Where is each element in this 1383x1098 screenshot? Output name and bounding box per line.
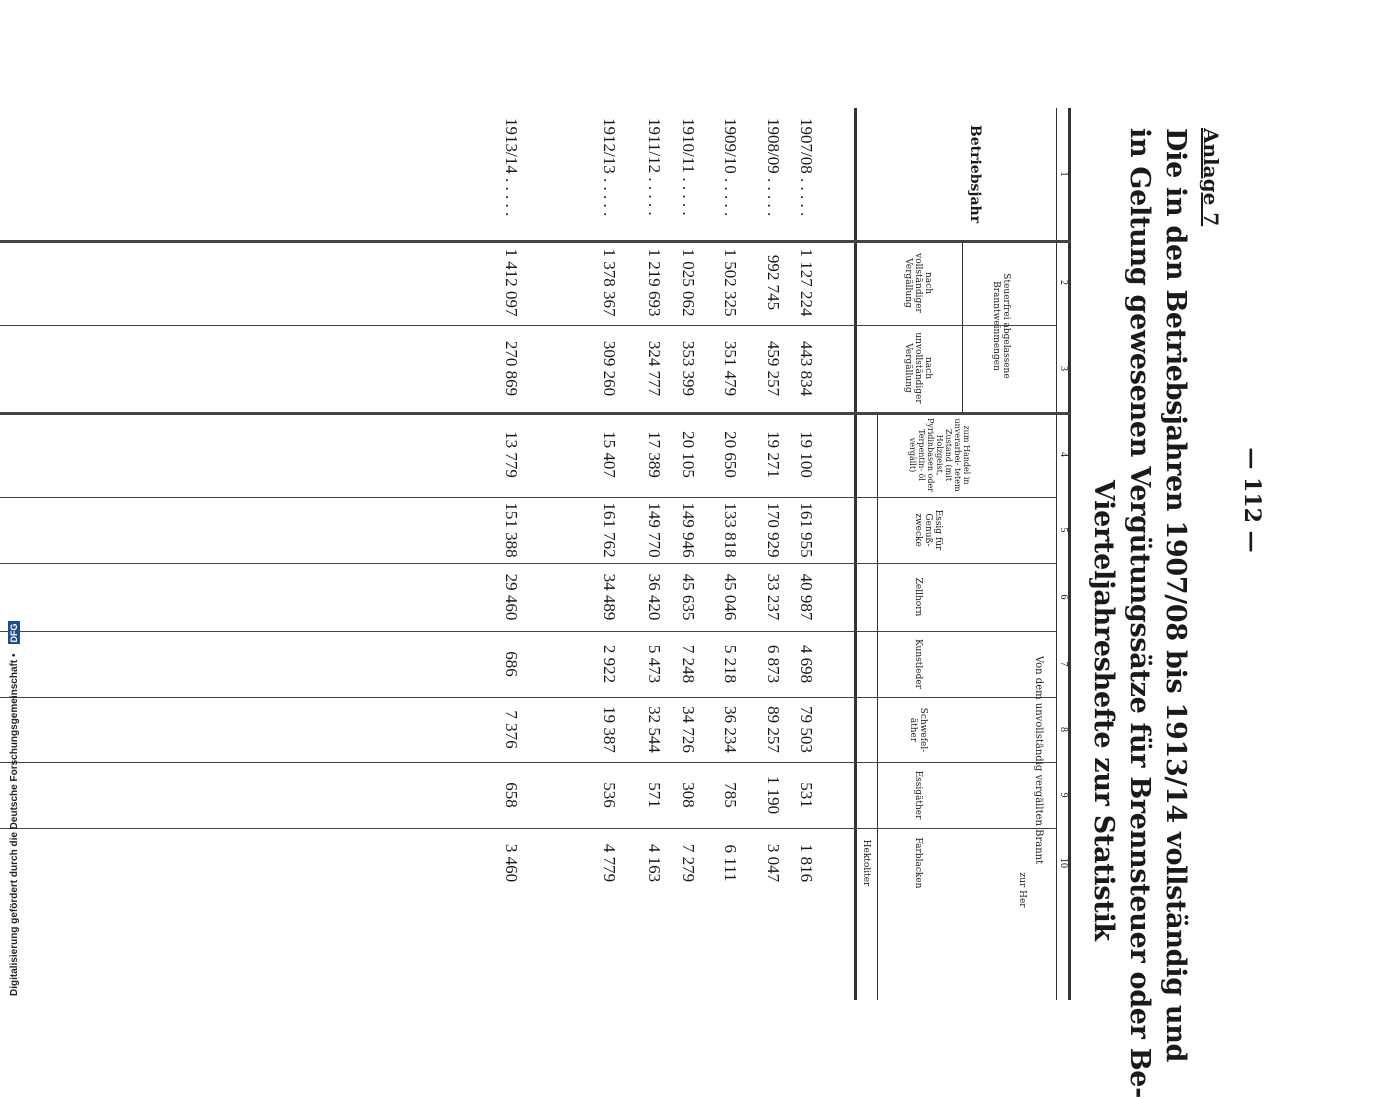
cell-c5: 161 762 bbox=[600, 502, 619, 558]
cell-c8: 32 544 bbox=[645, 706, 664, 753]
cell-c6: 33 237 bbox=[764, 573, 783, 621]
cell-c4: 15 407 bbox=[600, 431, 619, 478]
rule-after-col8 bbox=[0, 762, 1057, 763]
col-number-1: 1 bbox=[1058, 171, 1069, 177]
page-number: — 112 — bbox=[1239, 447, 1265, 553]
row-year: 1909/10 . . . . . bbox=[721, 118, 740, 217]
cell-c10: 4 779 bbox=[600, 843, 619, 883]
cell-c2: 1 025 062 bbox=[679, 248, 698, 317]
header-col10: Farblacken bbox=[913, 837, 923, 889]
cell-c5: 161 955 bbox=[797, 502, 816, 558]
cell-c7: 2 922 bbox=[600, 644, 619, 684]
header-col2: nach vollständiger Vergällung bbox=[903, 253, 933, 313]
cell-c3: 353 399 bbox=[679, 340, 698, 397]
cell-c6: 29 460 bbox=[502, 573, 521, 621]
header-col3: nach unvollständiger Vergällung bbox=[903, 332, 933, 404]
row-year: 1912/13 . . . . . bbox=[600, 118, 619, 217]
header-col6: Zellhorn bbox=[913, 577, 923, 617]
cell-c6: 45 046 bbox=[721, 573, 740, 621]
rule-after-col9 bbox=[0, 828, 1057, 829]
col-number-7: 7 bbox=[1058, 661, 1069, 667]
cell-c7: 686 bbox=[502, 651, 521, 677]
header-zur-her: zur Her bbox=[1017, 872, 1027, 908]
digitization-note-text: Digitalisierung gefördert durch die Deutsche Forschungsgemeinschaft • bbox=[9, 653, 20, 996]
cell-c6: 36 420 bbox=[645, 573, 664, 621]
header-col9: Essigäther bbox=[913, 770, 923, 820]
hektoliter-rule bbox=[877, 412, 878, 1000]
cell-c2: 992 745 bbox=[764, 254, 783, 311]
cell-c2: 1 219 693 bbox=[645, 248, 664, 317]
cell-c7: 6 873 bbox=[764, 644, 783, 684]
cell-c7: 5 218 bbox=[721, 644, 740, 684]
rule-after-col7 bbox=[0, 697, 1057, 698]
col-number-4: 4 bbox=[1058, 452, 1069, 457]
cell-c4: 19 100 bbox=[797, 431, 816, 478]
cell-c5: 170 929 bbox=[764, 502, 783, 558]
cell-c9: 1 190 bbox=[764, 775, 783, 815]
header-betriebsjahr: Betriebsjahr bbox=[967, 124, 983, 224]
cell-c9: 571 bbox=[645, 782, 664, 808]
cell-c10: 3 460 bbox=[502, 843, 521, 883]
col-number-9: 9 bbox=[1058, 792, 1069, 798]
cell-c6: 40 987 bbox=[797, 573, 816, 621]
header-unvollstaendig-group: Von dem unvollständig vergällten Brannt bbox=[1033, 655, 1044, 865]
rule-after-col1 bbox=[0, 240, 1071, 243]
row-year: 1910/11 . . . . . bbox=[679, 118, 698, 216]
cell-c10: 6 111 bbox=[721, 844, 740, 882]
title-line-1: Die in den Betriebsjahren 1907/08 bis 1913/14 vollständig und bbox=[1160, 128, 1191, 1063]
row-year: 1913/14 . . . . . bbox=[502, 118, 521, 217]
rule-after-col2 bbox=[0, 325, 1057, 326]
cell-c3: 459 257 bbox=[764, 340, 783, 397]
cell-c10: 1 816 bbox=[797, 843, 816, 883]
row-year: 1908/09 . . . . . bbox=[764, 118, 783, 217]
cell-c2: 1 378 367 bbox=[600, 248, 619, 317]
header-col7: Kunstleder bbox=[913, 639, 923, 689]
steuerfrei-group-rule bbox=[962, 240, 963, 412]
cell-c9: 531 bbox=[797, 782, 816, 808]
cell-c8: 36 234 bbox=[721, 706, 740, 753]
title-line-3: Vierteljahreshefte zur Statistik bbox=[1088, 480, 1119, 941]
digitization-note bbox=[2, 0, 20, 996]
cell-c3: 270 869 bbox=[502, 340, 521, 397]
dfg-logo: DFG bbox=[9, 623, 19, 643]
cell-c2: 1 412 097 bbox=[502, 248, 521, 317]
rule-after-col4 bbox=[0, 497, 1057, 498]
cell-c7: 5 473 bbox=[645, 644, 664, 684]
cell-c2: 1 502 325 bbox=[721, 248, 740, 317]
col-number-2: 2 bbox=[1058, 280, 1069, 285]
cell-c3: 324 777 bbox=[645, 340, 664, 397]
cell-c10: 7 279 bbox=[679, 843, 698, 883]
cell-c6: 34 489 bbox=[600, 573, 619, 621]
cell-c9: 536 bbox=[600, 782, 619, 808]
cell-c8: 34 726 bbox=[679, 706, 698, 753]
cell-c3: 443 834 bbox=[797, 340, 816, 397]
col-number-8: 8 bbox=[1058, 727, 1069, 732]
col-number-5: 5 bbox=[1058, 527, 1069, 533]
row-year: 1907/08 . . . . . bbox=[797, 118, 816, 217]
cell-c3: 309 260 bbox=[600, 340, 619, 397]
anlage-label: Anlage 7 bbox=[1199, 128, 1223, 227]
cell-c4: 20 105 bbox=[679, 431, 698, 478]
col-number-3: 3 bbox=[1058, 366, 1069, 371]
col-number-10: 10 bbox=[1058, 858, 1069, 868]
cell-c4: 19 271 bbox=[764, 431, 783, 478]
cell-c5: 151 388 bbox=[502, 502, 521, 558]
cell-c2: 1 127 224 bbox=[797, 248, 816, 317]
cell-c4: 20 650 bbox=[721, 431, 740, 478]
header-col4: zum Handel in unverarbei- tetem Zustand (mit Holzgeist, Pyridinbasen oder Terpentin- öl vergällt) bbox=[908, 417, 971, 493]
rule-after-col6 bbox=[0, 631, 1057, 632]
cell-c7: 4 698 bbox=[797, 644, 816, 684]
row-year: 1911/12 . . . . . bbox=[645, 118, 664, 216]
title-line-2: in Geltung gewesenen Vergütungssätze für Brennsteuer oder Be- bbox=[1124, 128, 1155, 1098]
cell-c3: 351 479 bbox=[721, 340, 740, 397]
header-hektoliter: Hektoliter bbox=[861, 839, 871, 887]
cell-c6: 45 635 bbox=[679, 573, 698, 621]
cell-c10: 4 163 bbox=[645, 843, 664, 883]
cell-c4: 17 389 bbox=[645, 431, 664, 478]
cell-c8: 79 503 bbox=[797, 706, 816, 753]
cell-c9: 308 bbox=[679, 782, 698, 808]
cell-c5: 133 818 bbox=[721, 502, 740, 558]
cell-c8: 89 257 bbox=[764, 706, 783, 753]
header-col8: Schwefel- äther bbox=[908, 707, 928, 753]
rule-after-col5 bbox=[0, 563, 1057, 564]
cell-c4: 13 779 bbox=[502, 431, 521, 478]
cell-c10: 3 047 bbox=[764, 843, 783, 883]
header-steuerfrei-group: Steuerfrei abgelassene Branntweinmengen bbox=[991, 273, 1011, 379]
cell-c8: 7 376 bbox=[502, 710, 521, 749]
col-number-6: 6 bbox=[1058, 594, 1069, 600]
cell-c5: 149 770 bbox=[645, 502, 664, 558]
cell-c9: 785 bbox=[721, 782, 740, 808]
cell-c7: 7 248 bbox=[679, 644, 698, 684]
cell-c5: 149 946 bbox=[679, 502, 698, 558]
header-col5: Essig für Genuß- zwecke bbox=[913, 509, 943, 551]
cell-c8: 19 387 bbox=[600, 706, 619, 753]
cell-c9: 658 bbox=[502, 782, 521, 808]
